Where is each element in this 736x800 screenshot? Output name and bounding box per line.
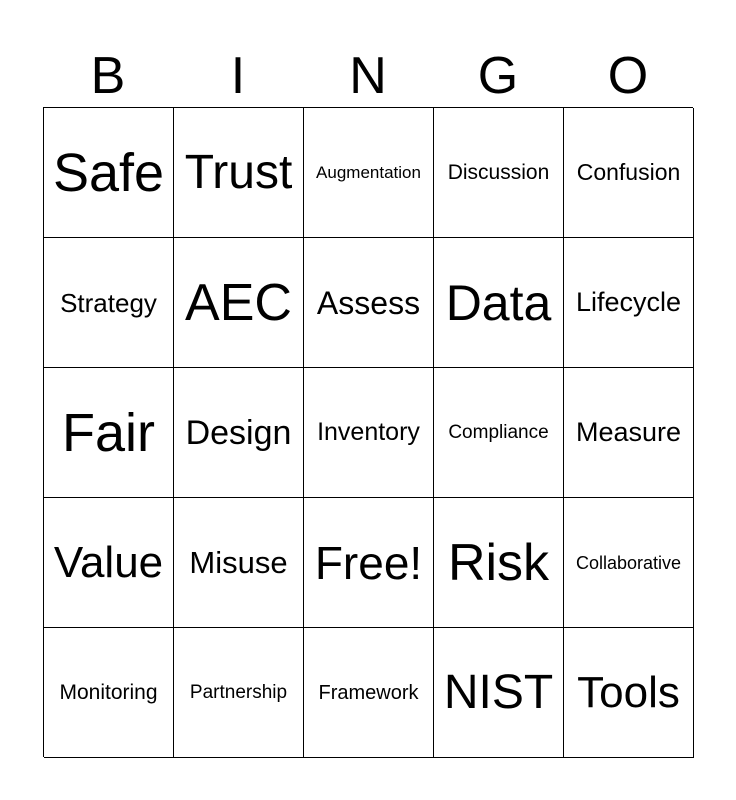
header-letter-b: B [90, 47, 126, 105]
bingo-cell-r4c3[interactable]: Free! [304, 498, 434, 628]
bingo-cell-r3c5[interactable]: Measure [564, 368, 694, 498]
bingo-cell-r4c4[interactable]: Risk [434, 498, 564, 628]
bingo-cell-r4c5[interactable]: Collaborative [564, 498, 694, 628]
bingo-cell-r5c5[interactable]: Tools [564, 628, 694, 758]
header-letter-g: G [477, 47, 519, 105]
bingo-cell-r1c4[interactable]: Discussion [434, 108, 564, 238]
header-letter-n: N [349, 47, 387, 105]
bingo-cell-r5c4[interactable]: NIST [434, 628, 564, 758]
bingo-cell-r1c2[interactable]: Trust [174, 108, 304, 238]
bingo-cell-r4c1[interactable]: Value [44, 498, 174, 628]
bingo-cell-r3c4[interactable]: Compliance [434, 368, 564, 498]
bingo-cell-r3c1[interactable]: Fair [44, 368, 174, 498]
bingo-cell-r3c2[interactable]: Design [174, 368, 304, 498]
bingo-cell-r2c3[interactable]: Assess [304, 238, 434, 368]
bingo-cell-r1c1[interactable]: Safe [44, 108, 174, 238]
bingo-header [43, 45, 693, 107]
bingo-cell-r1c5[interactable]: Confusion [564, 108, 694, 238]
header-letter-o: O [607, 47, 649, 105]
bingo-cell-r5c3[interactable]: Framework [304, 628, 434, 758]
bingo-cell-r2c4[interactable]: Data [434, 238, 564, 368]
bingo-cell-r1c3[interactable]: Augmentation [304, 108, 434, 238]
header-letter-i: I [230, 47, 246, 105]
bingo-board [43, 107, 693, 757]
bingo-cell-r4c2[interactable]: Misuse [174, 498, 304, 628]
bingo-cell-r3c3[interactable]: Inventory [304, 368, 434, 498]
bingo-cell-r2c1[interactable]: Strategy [44, 238, 174, 368]
bingo-cell-r5c1[interactable]: Monitoring [44, 628, 174, 758]
bingo-cell-r2c2[interactable]: AEC [174, 238, 304, 368]
bingo-cell-r2c5[interactable]: Lifecycle [564, 238, 694, 368]
bingo-cell-r5c2[interactable]: Partnership [174, 628, 304, 758]
